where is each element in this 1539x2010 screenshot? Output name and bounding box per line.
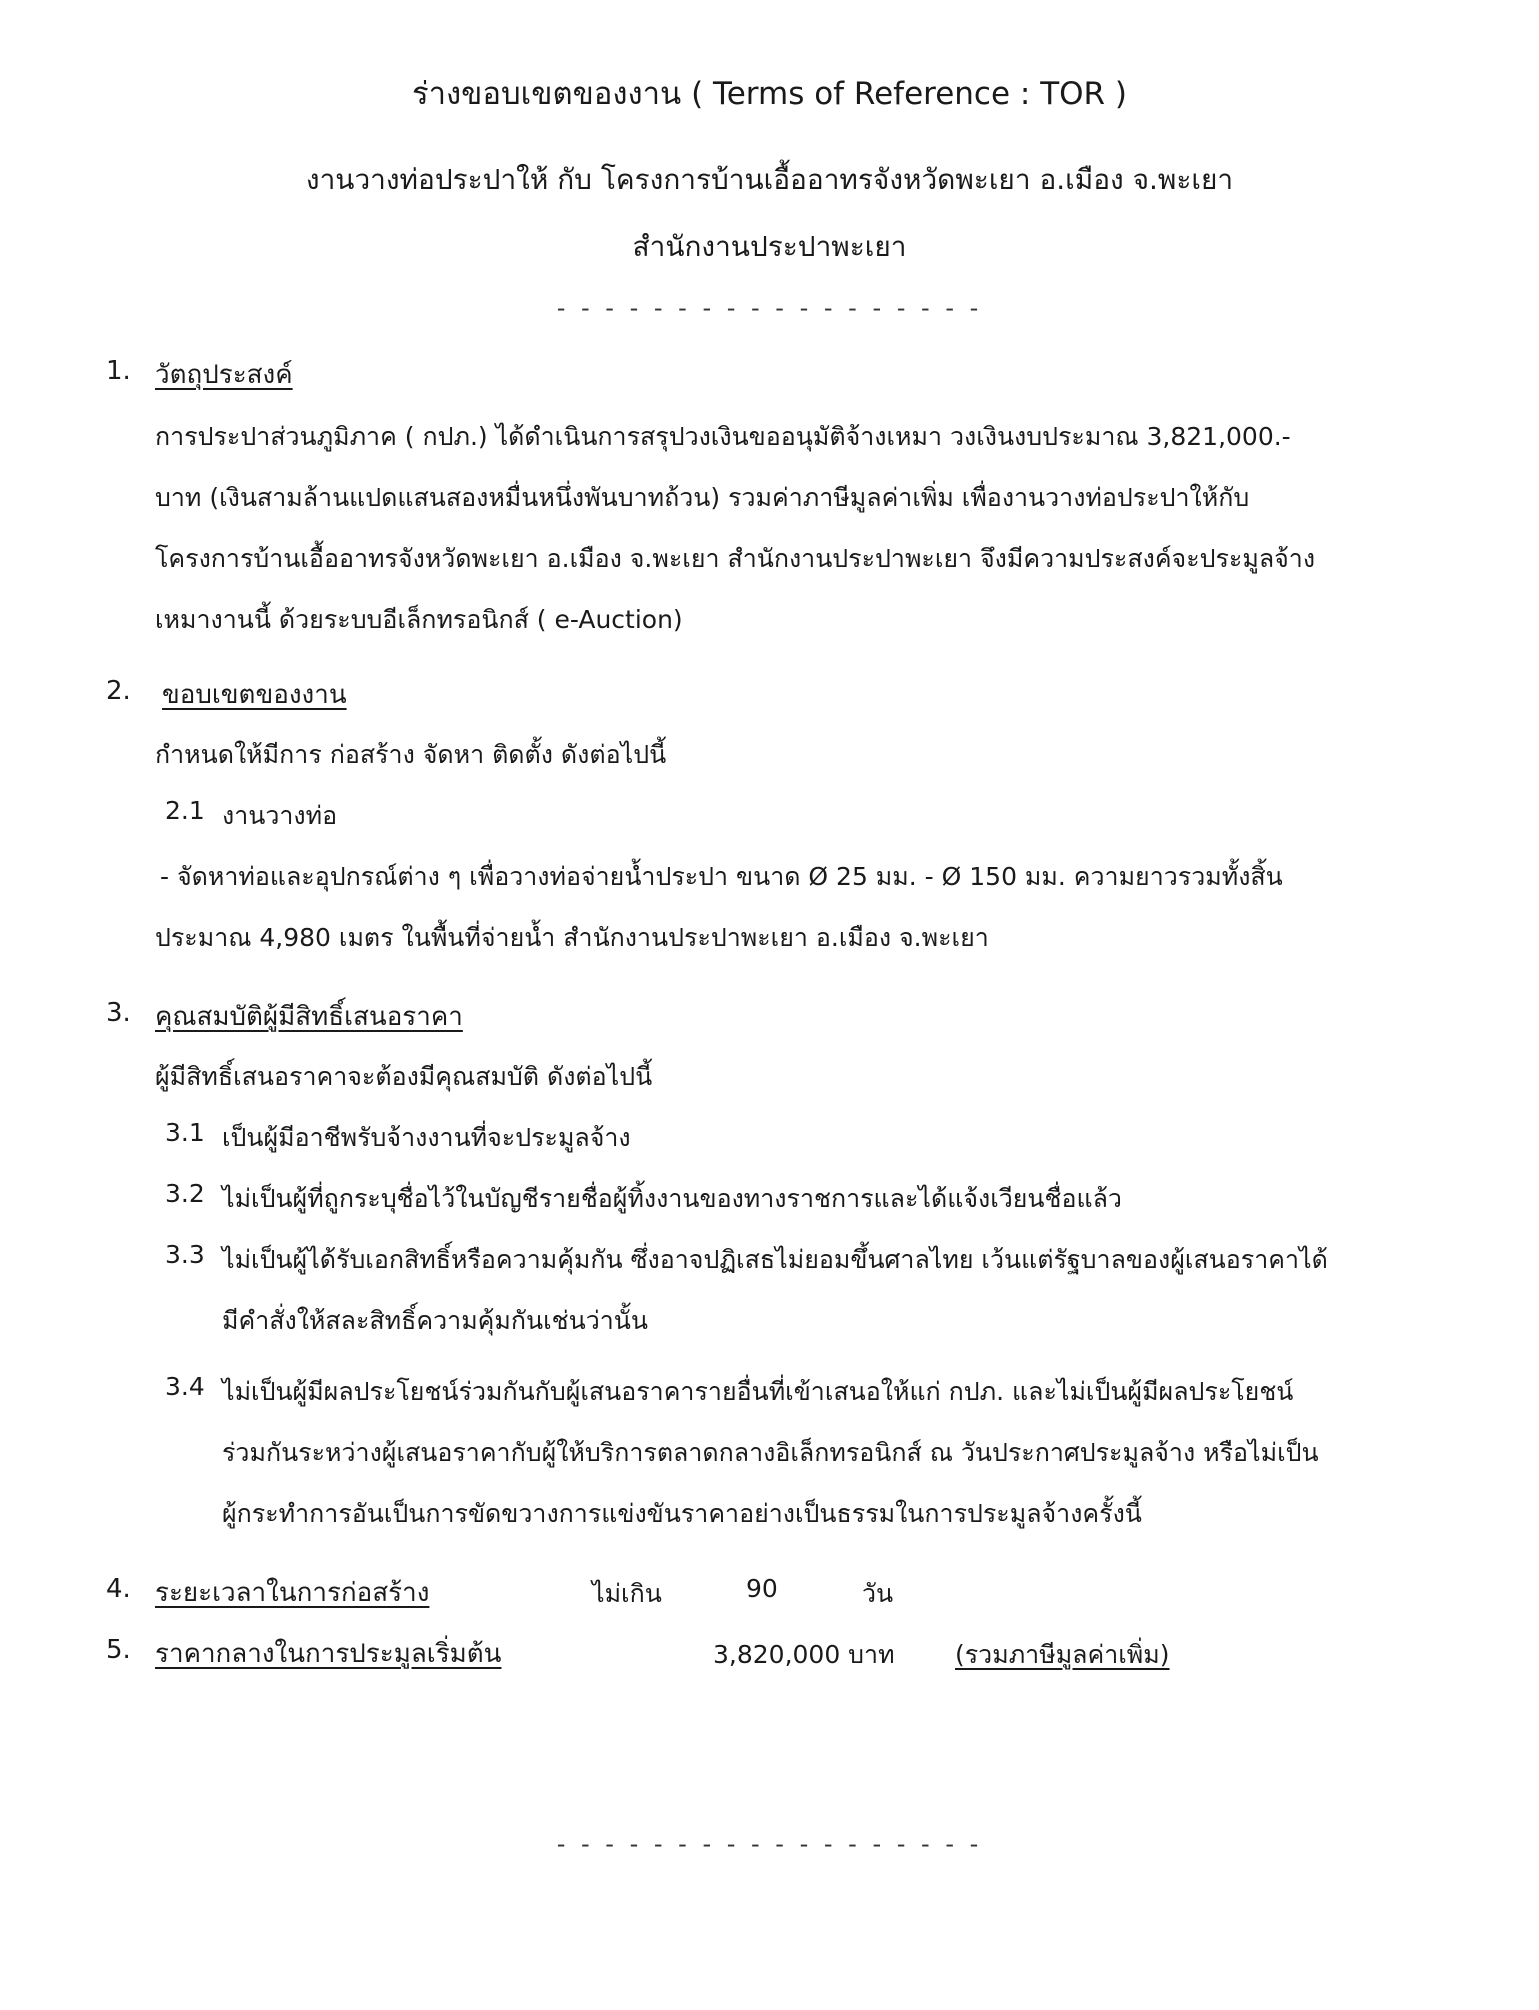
item-3-4-text: ร่วมกันระหว่างผู้เสนอราคากับผู้ให้บริการตลาดกลางอิเล็กทรอนิกส์ ณ วันประกาศประมูลจ้าง หรือไม่เป็น [222, 1438, 1319, 1467]
section-1-line: โครงการบ้านเอื้ออาทรจังหวัดพะเยา อ.เมือง จ.พะเยา สำนักงานประปาพะเยา จึงมีความประสงค์จะประมูลจ้าง [155, 544, 1316, 573]
section-5-number: 5. [106, 1635, 131, 1665]
price-amount: 3,820,000 บาท [713, 1640, 895, 1669]
section-4-heading: ระยะเวลาในการก่อสร้าง [155, 1578, 430, 1608]
price-note: (รวมภาษีมูลค่าเพิ่ม) [955, 1640, 1170, 1669]
section-2-number: 2. [106, 676, 131, 706]
section-2-heading: ขอบเขตของงาน [162, 680, 347, 710]
duration-prefix: ไม่เกิน [592, 1579, 662, 1608]
header-separator: - - - - - - - - - - - - - - - - - - [556, 294, 983, 322]
footer-separator: - - - - - - - - - - - - - - - - - - [556, 1830, 983, 1858]
item-3-2-number: 3.2 [165, 1179, 205, 1208]
item-3-1-number: 3.1 [165, 1118, 205, 1147]
section-1-line: เหมางานนี้ ด้วยระบบอีเล็กทรอนิกส์ ( e-Auction) [155, 605, 683, 634]
section-3-number: 3. [106, 998, 131, 1028]
section-3-heading: คุณสมบัติผู้มีสิทธิ์เสนอราคา [155, 1002, 463, 1032]
document-subtitle: งานวางท่อประปาให้ กับ โครงการบ้านเอื้ออาทรจังหวัดพะเยา อ.เมือง จ.พะเยา [305, 163, 1234, 196]
section-2-sub-number: 2.1 [165, 796, 205, 825]
section-3-intro: ผู้มีสิทธิ์เสนอราคาจะต้องมีคุณสมบัติ ดังต่อไปนี้ [155, 1062, 653, 1091]
section-2-intro: กำหนดให้มีการ ก่อสร้าง จัดหา ติดตั้ง ดังต่อไปนี้ [155, 740, 667, 769]
item-3-3-number: 3.3 [165, 1240, 205, 1269]
item-3-3-text: มีคำสั่งให้สละสิทธิ์ความคุ้มกันเช่นว่านั้น [222, 1306, 648, 1335]
section-2-detail-line: - จัดหาท่อและอุปกรณ์ต่าง ๆ เพื่อวางท่อจ่ายน้ำประปา ขนาด Ø 25 มม. - Ø 150 มม. ความยาวรวมทั้งสิ้น [160, 862, 1283, 891]
section-1-line: บาท (เงินสามล้านแปดแสนสองหมื่นหนึ่งพันบาทถ้วน) รวมค่าภาษีมูลค่าเพิ่ม เพื่องานวางท่อประปาให้กับ [155, 483, 1250, 512]
item-3-2-text: ไม่เป็นผู้ที่ถูกระบุชื่อไว้ในบัญชีรายชื่อผู้ทิ้งงานของทางราชการและได้แจ้งเวียนชื่อแล้ว [222, 1184, 1122, 1213]
office-name: สำนักงานประปาพะเยา [632, 230, 907, 263]
section-5-heading: ราคากลางในการประมูลเริ่มต้น [155, 1639, 502, 1669]
item-3-1-text: เป็นผู้มีอาชีพรับจ้างงานที่จะประมูลจ้าง [222, 1123, 631, 1152]
section-1-line: การประปาส่วนภูมิภาค ( กปภ.) ได้ดำเนินการสรุปวงเงินขออนุมัติจ้างเหมา วงเงินงบประมาณ 3,821,000.- [155, 422, 1291, 451]
section-1-heading: วัตถุประสงค์ [155, 360, 293, 390]
section-2-sub-label: งานวางท่อ [222, 801, 338, 830]
duration-unit: วัน [862, 1579, 894, 1608]
item-3-4-text: ไม่เป็นผู้มีผลประโยชน์ร่วมกันกับผู้เสนอราคารายอื่นที่เข้าเสนอให้แก่ กปภ. และไม่เป็นผู้มีผลประโยชน์ [222, 1377, 1294, 1406]
duration-value: 90 [746, 1574, 778, 1603]
document-title: ร่างขอบเขตของงาน ( Terms of Reference : TOR ) [411, 76, 1128, 112]
item-3-4-text: ผู้กระทำการอันเป็นการขัดขวางการแข่งขันราคาอย่างเป็นธรรมในการประมูลจ้างครั้งนี้ [222, 1499, 1142, 1528]
item-3-4-number: 3.4 [165, 1372, 205, 1401]
item-3-3-text: ไม่เป็นผู้ได้รับเอกสิทธิ์หรือความคุ้มกัน ซึ่งอาจปฏิเสธไม่ยอมขึ้นศาลไทย เว้นแต่รัฐบาลของผู้เสนอราคาได้ [222, 1245, 1328, 1274]
section-4-number: 4. [106, 1574, 131, 1604]
section-1-number: 1. [106, 356, 131, 386]
section-2-detail-line: ประมาณ 4,980 เมตร ในพื้นที่จ่ายน้ำ สำนักงานประปาพะเยา อ.เมือง จ.พะเยา [155, 923, 989, 952]
